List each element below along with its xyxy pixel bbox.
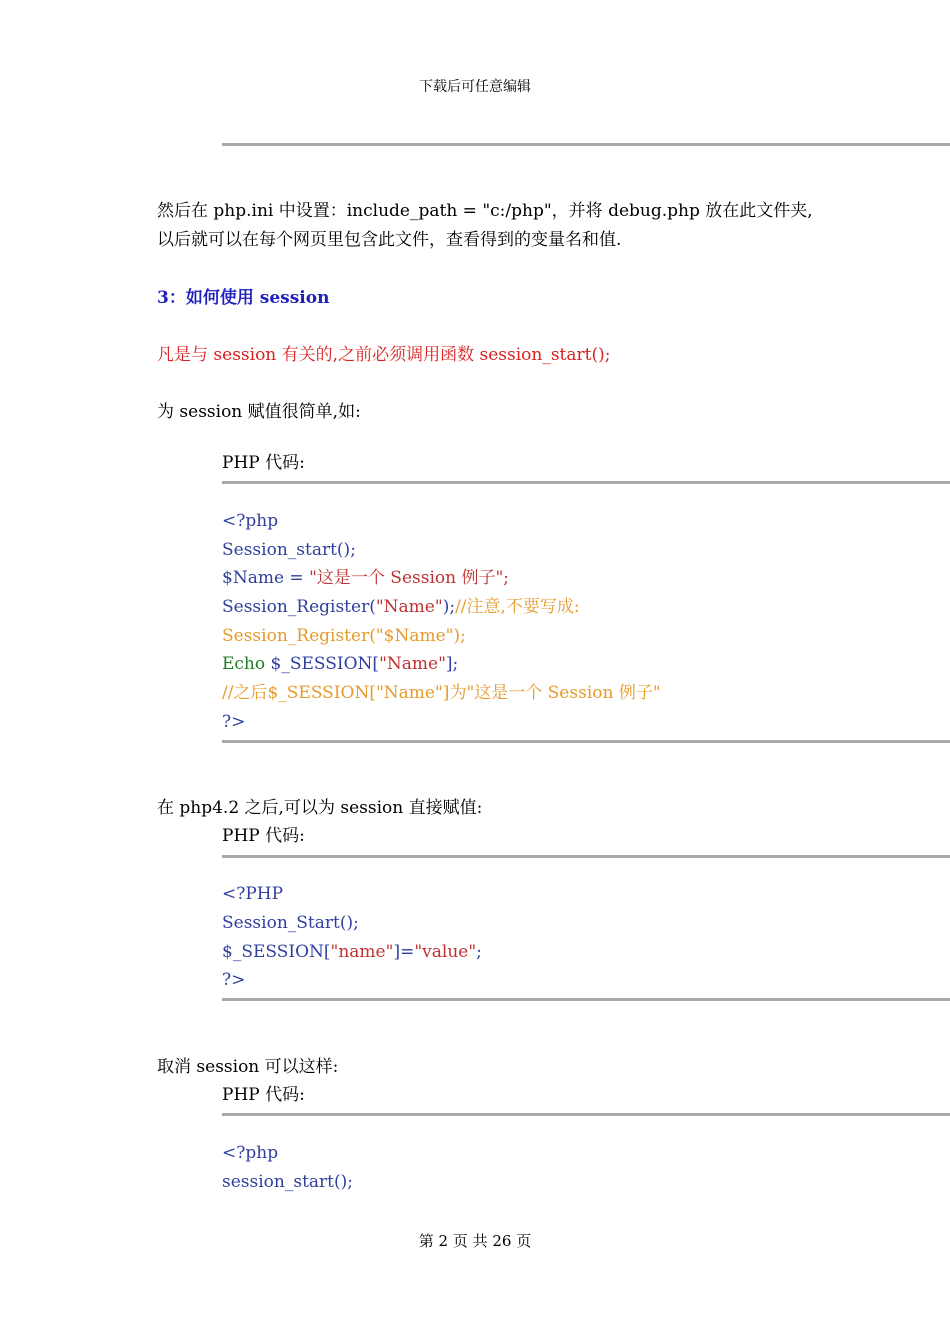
code1-line-4 bbox=[222, 593, 580, 621]
code-block-1-bottom-rule bbox=[222, 740, 950, 743]
code1-comment-1: //注意,不要写成: bbox=[455, 597, 580, 617]
code1-line-8: ?> bbox=[222, 712, 246, 732]
code2-value: "value" bbox=[414, 942, 477, 962]
code3-line-2: session_start(); bbox=[222, 1172, 353, 1192]
php42-intro: 在 php4.2 之后,可以为 session 直接赋值: bbox=[157, 798, 483, 818]
code2-line-3 bbox=[222, 938, 482, 966]
code2-line-2: Session_Start(); bbox=[222, 913, 359, 933]
code2-semicolon: ; bbox=[476, 942, 482, 962]
code1-var-name: $Name bbox=[222, 568, 285, 588]
code1-line-7: //之后$_SESSION["Name"]为"这是一个 Session 例子" bbox=[222, 683, 661, 703]
intro-line-1: 然后在 php.ini 中设置：include_path = "c:/php"，并将 debug.php 放在此文件夹, bbox=[157, 201, 813, 221]
cancel-intro: 取消 session 可以这样: bbox=[157, 1057, 339, 1077]
code2-line-4: ?> bbox=[222, 970, 246, 990]
page-footer: 第 2 页 共 26 页 bbox=[418, 1232, 532, 1250]
header-rule bbox=[222, 143, 950, 146]
code-block-2-top-rule bbox=[222, 855, 950, 858]
code2-key: "name" bbox=[330, 942, 394, 962]
code3-line-1: <?php bbox=[222, 1143, 279, 1163]
code1-assign: = bbox=[284, 568, 310, 588]
code1-line-1: <?php bbox=[222, 511, 279, 531]
code1-line-5: Session_Register("$Name"); bbox=[222, 626, 466, 646]
code1-string: "这是一个 Session 例子"; bbox=[309, 568, 510, 588]
session-start-note: 凡是与 session 有关的,之前必须调用函数 session_start(); bbox=[157, 345, 611, 365]
code1-session-key: "Name" bbox=[379, 654, 446, 674]
code1-line-6 bbox=[222, 650, 458, 678]
section-heading: 3：如何使用 session bbox=[157, 288, 330, 308]
code-block-3-top-rule bbox=[222, 1113, 950, 1116]
code-label-3: PHP 代码: bbox=[222, 1085, 305, 1105]
code1-session-var: $_SESSION[ bbox=[265, 654, 380, 674]
code1-register-call: Session_Register( bbox=[222, 597, 376, 617]
code1-register-arg: "Name" bbox=[375, 597, 443, 617]
code2-assign: ]= bbox=[393, 942, 415, 962]
code1-session-close: ]; bbox=[445, 654, 459, 674]
code-block-1-top-rule bbox=[222, 481, 950, 484]
code2-line-1: <?PHP bbox=[222, 884, 284, 904]
code1-line-3 bbox=[222, 564, 509, 592]
assign-intro: 为 session 赋值很简单,如: bbox=[157, 402, 361, 422]
code-label-1: PHP 代码: bbox=[222, 453, 305, 473]
code2-session-var: $_SESSION[ bbox=[222, 942, 331, 962]
code-label-2: PHP 代码: bbox=[222, 826, 305, 846]
code1-echo: Echo bbox=[222, 654, 266, 674]
code1-register-close: ); bbox=[442, 597, 456, 617]
intro-line-2: 以后就可以在每个网页里包含此文件，查看得到的变量名和值. bbox=[157, 230, 622, 250]
page-header: 下载后可任意编辑 bbox=[419, 79, 531, 95]
code1-line-2: Session_start(); bbox=[222, 540, 356, 560]
code-block-2-bottom-rule bbox=[222, 998, 950, 1001]
